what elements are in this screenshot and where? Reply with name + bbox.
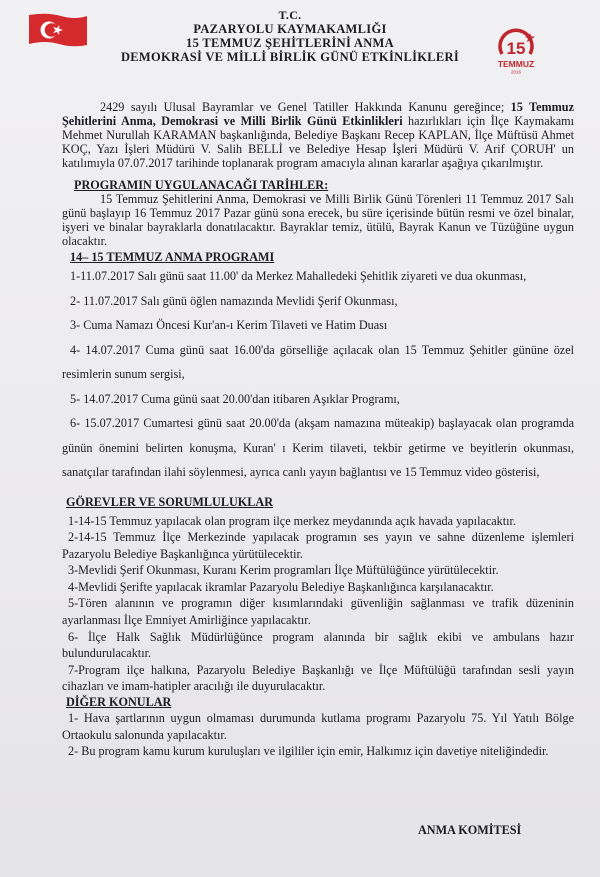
duty-item: 6- İlçe Halk Sağlık Müdürlüğünce program alanında bir sağlık ekibi ve ambulans hazır bulundurulacaktır. (62, 629, 574, 661)
header-district: PAZARYOLU KAYMAKAMLIĞI (193, 22, 387, 36)
svg-text:TEMMUZ: TEMMUZ (497, 59, 535, 69)
duty-item: 1-14-15 Temmuz yapılacak olan program ilçe merkez meydanında açık havada yapılacaktır. (68, 513, 516, 528)
duty-item: 5-Tören alanının ve programın diğer kısımlarındaki güvenliğin sağlanması ve trafik düzeninin ayarlanması İlçe Emniyet Amirliğince yapılacaktır. (62, 596, 574, 628)
intro-text-2: hazırlıkları için İlçe Kaymakamı Mehmet Nurullah KARAMAN başkanlığında, Belediye Başkanı Recep KAPLAN, İlçe Müftüsü Ahmet KOÇ, Yazı İşleri Müdürü V. Salih BELLİ ve Belediye Hesap İşleri Müdürü V. Arif ÇORUH' un katılımıyla 07.07.2017 tarihinde toplanarak program amacıyla alınan kararlar aşağıya çıkarılmıştır. (62, 114, 574, 170)
other-item: 1- Hava şartlarının uygun olmaması durumunda kutlama programı Pazaryolu 75. Yıl Yatılı Bölge Ortaokulu salonunda yapılacaktır. (62, 711, 574, 742)
other-item: 2- Bu program kamu kurum kuruluşları ve ilgililer için emir, Halkımız için davetiye niteliğindedir. (68, 744, 549, 759)
duty-item: 7-Program ilçe halkına, Pazaryolu Belediye Başkanlığı ve İlçe Müftülüğü tarafından sesli yayın cihazları ve imam-hatipler aracılığı ile duyurulacaktır. (62, 662, 574, 694)
dates-paragraph: 15 Temmuz Şehitlerini Anma, Demokrasi ve Milli Birlik Günü Törenleri 11 Temmuz 2017 Salı günü başlayıp 16 Temmuz 2017 Pazar günü sona erecek, bu süre içerisinde bütün resmi ve özel binalar, işyeri ve binalar bayraklarla donatılacaktır. Bayraklar temiz, ütülü, Bayrak Kanun ve Tüzüğüne uygun olacaktır. (62, 192, 574, 248)
svg-text:2016: 2016 (510, 69, 522, 74)
document-body (62, 100, 574, 760)
program-item: 1-11.07.2017 Salı günü saat 11.00' da Merkez Mahalledeki Şehitlik ziyareti ve dua okunması, (70, 269, 527, 283)
other-list (62, 710, 574, 760)
header-subtitle: DEMOKRASİ VE MİLLİ BİRLİK GÜNÜ ETKİNLİKLERİ (120, 50, 460, 64)
program-heading: 14– 15 TEMMUZ ANMA PROGRAMI (70, 250, 275, 264)
duty-item: 4-Mevlidi Şerifte yapılacak ikramlar Pazaryolu Belediye Başkanlığınca karşılanacaktır. (68, 579, 494, 594)
header-tc: T.C. (278, 8, 302, 22)
signature: ANMA KOMİTESİ (418, 823, 522, 837)
program-list (62, 264, 574, 485)
other-heading: DİĞER KONULAR (66, 695, 172, 710)
program-item: 5- 14.07.2017 Cuma günü saat 20.00'dan itibaren Aşıklar Programı, (70, 391, 400, 406)
15-temmuz-logo-icon (492, 24, 540, 74)
svg-text:15: 15 (506, 39, 526, 58)
duty-item: 3-Mevlidi Şerif Okunması, Kuranı Kerim programları İlçe Müftülüğünce yürütülecektir. (68, 563, 499, 578)
program-item: 3- Cuma Namazı Öncesi Kur'an-ı Kerim Tilaveti ve Hatim Duası (70, 318, 388, 332)
turkish-flag-icon (27, 12, 89, 48)
program-item: 2- 11.07.2017 Salı günü öğlen namazında Mevlidi Şerif Okunması, (70, 293, 398, 308)
header-event: 15 TEMMUZ ŞEHİTLERİNİ ANMA (186, 36, 394, 50)
program-item: 4- 14.07.2017 Cuma günü saat 16.00'da görselliğe açılacak olan 15 Temmuz Şehitler gününe özel resimlerin sunum sergisi, (62, 342, 574, 381)
duty-item: 2-14-15 Temmuz İlçe Merkezinde yapılacak programın ses yayın ve sahne düzenleme işlemleri Pazaryolu Belediye Başkanlığınca yürütülecektir. (62, 530, 574, 561)
duties-heading: GÖREVLER VE SORUMLULUKLAR (66, 494, 273, 509)
document-header (100, 8, 480, 64)
duties-list (62, 513, 574, 696)
dates-heading: PROGRAMIN UYGULANACAĞI TARİHLER: (74, 178, 329, 192)
intro-paragraph (62, 100, 574, 170)
intro-bold-title: 15 Temmuz Şehitlerini Anma, Demokrasi ve Milli Birlik Günü Etkinlikleri (62, 100, 574, 128)
program-item: 6- 15.07.2017 Cumartesi günü saat 20.00'da (akşam namazına müteakip) başlayacak olan programda günün önemini belirten konuşma, Kuran' ı Kerim tilaveti, tekbir getirme ve beyitlerin okunması, sanatçılar tarafından ilahi söylenmesi, ayrıca canlı yayın bağlantısı ve 15 Temmuz video gösterisi, (62, 416, 574, 479)
intro-text-1: 2429 sayılı Ulusal Bayramlar ve Genel Tatiller Hakkında Kanunu gereğince; (100, 100, 511, 114)
